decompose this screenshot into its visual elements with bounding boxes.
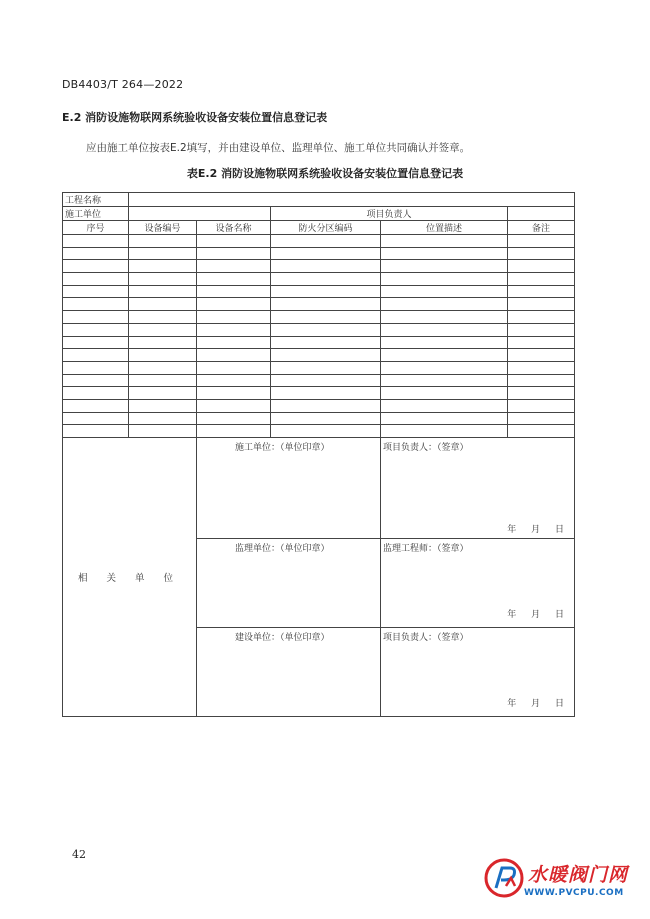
table-cell[interactable] (271, 336, 381, 349)
table-cell[interactable] (508, 425, 575, 438)
signature-unit-cell[interactable] (197, 539, 381, 628)
table-cell[interactable] (197, 247, 271, 260)
related-units-label: 相 关 单 位 (63, 438, 197, 717)
table-cell[interactable] (129, 374, 197, 387)
table-row (63, 399, 575, 412)
table-cell[interactable] (63, 311, 129, 324)
table-row (63, 336, 575, 349)
table-cell[interactable] (63, 336, 129, 349)
table-cell[interactable] (271, 361, 381, 374)
table-cell[interactable] (381, 285, 508, 298)
empty-rows (63, 235, 575, 438)
table-cell[interactable] (197, 399, 271, 412)
watermark-text: 水暖阀门网 (528, 864, 629, 886)
table-cell[interactable] (271, 387, 381, 400)
signature-unit-cell[interactable] (197, 438, 381, 539)
table-row (63, 260, 575, 273)
table-cell[interactable] (197, 298, 271, 311)
table-cell[interactable] (197, 349, 271, 362)
intro-paragraph: 应由施工单位按表E.2填写，并由建设单位、监理单位、施工单位共同确认并签章。 (86, 142, 471, 154)
table-cell[interactable] (63, 412, 129, 425)
table-cell[interactable] (129, 425, 197, 438)
table-cell[interactable] (63, 298, 129, 311)
table-row (63, 285, 575, 298)
table-cell[interactable] (508, 298, 575, 311)
table-cell[interactable] (381, 273, 508, 286)
signature-unit-text: 建设单位：（单位印章） (235, 633, 330, 643)
table-cell[interactable] (63, 247, 129, 260)
project-manager-label: 项目负责人 (271, 207, 508, 221)
project-name-value[interactable] (129, 193, 575, 207)
table-cell[interactable] (381, 336, 508, 349)
table-cell[interactable] (197, 311, 271, 324)
table-cell[interactable] (508, 349, 575, 362)
table-cell[interactable] (63, 235, 129, 248)
table-row (63, 311, 575, 324)
table-row (63, 273, 575, 286)
table-cell[interactable] (271, 260, 381, 273)
col-header-location: 位置描述 (381, 221, 508, 235)
table-row (63, 412, 575, 425)
signature-date: 年 月 日 (507, 610, 570, 620)
table-cell[interactable] (63, 425, 129, 438)
table-cell[interactable] (381, 374, 508, 387)
table-cell[interactable] (508, 323, 575, 336)
table-cell[interactable] (271, 235, 381, 248)
table-cell[interactable] (271, 323, 381, 336)
table-cell[interactable] (129, 349, 197, 362)
registration-table (62, 192, 575, 717)
signature-date: 年 月 日 (507, 525, 570, 535)
table-cell[interactable] (381, 399, 508, 412)
table-cell[interactable] (271, 273, 381, 286)
table-cell[interactable] (197, 412, 271, 425)
table-cell[interactable] (63, 273, 129, 286)
table-cell[interactable] (197, 285, 271, 298)
table-cell[interactable] (129, 361, 197, 374)
table-cell[interactable] (381, 349, 508, 362)
table-cell[interactable] (508, 336, 575, 349)
table-cell[interactable] (129, 260, 197, 273)
table-cell[interactable] (271, 425, 381, 438)
signature-person-cell[interactable] (381, 628, 575, 717)
document-code: DB4403/T 264—2022 (62, 78, 184, 91)
table-cell[interactable] (381, 247, 508, 260)
pv-logo-icon (484, 858, 524, 898)
table-cell[interactable] (129, 412, 197, 425)
project-manager-value[interactable] (508, 207, 575, 221)
table-cell[interactable] (197, 336, 271, 349)
table-cell[interactable] (508, 285, 575, 298)
site-watermark (484, 858, 634, 910)
table-row (63, 361, 575, 374)
table-cell[interactable] (63, 387, 129, 400)
col-header-fire-zone: 防火分区编码 (271, 221, 381, 235)
table-cell[interactable] (381, 298, 508, 311)
table-cell[interactable] (381, 323, 508, 336)
table-cell[interactable] (197, 387, 271, 400)
table-row (63, 425, 575, 438)
table-cell[interactable] (129, 399, 197, 412)
table-cell[interactable] (63, 285, 129, 298)
table-title: 表E.2 消防设施物联网系统验收设备安装位置信息登记表 (186, 167, 464, 180)
table-cell[interactable] (271, 298, 381, 311)
table-cell[interactable] (197, 235, 271, 248)
table-row (63, 374, 575, 387)
table-cell[interactable] (381, 387, 508, 400)
table-cell[interactable] (197, 361, 271, 374)
table-cell[interactable] (197, 374, 271, 387)
col-header-index: 序号 (63, 221, 129, 235)
signature-person-cell[interactable] (381, 438, 575, 539)
signature-unit-text: 施工单位：（单位印章） (235, 443, 330, 453)
table-cell[interactable] (129, 311, 197, 324)
table-cell[interactable] (271, 399, 381, 412)
signature-person-text: 项目负责人：（签章） (383, 443, 469, 453)
table-cell[interactable] (381, 361, 508, 374)
table-cell[interactable] (129, 285, 197, 298)
table-cell[interactable] (197, 425, 271, 438)
col-header-device-name: 设备名称 (197, 221, 271, 235)
table-cell[interactable] (508, 311, 575, 324)
table-row (63, 298, 575, 311)
table-cell[interactable] (63, 323, 129, 336)
table-cell[interactable] (381, 260, 508, 273)
table-cell[interactable] (508, 361, 575, 374)
table-cell[interactable] (129, 247, 197, 260)
table-cell[interactable] (508, 387, 575, 400)
table-row (63, 247, 575, 260)
table-row (63, 387, 575, 400)
signature-person-cell[interactable] (381, 539, 575, 628)
construction-unit-label: 施工单位 (63, 207, 129, 221)
table-cell[interactable] (197, 273, 271, 286)
signature-date: 年 月 日 (507, 699, 570, 709)
table-cell[interactable] (271, 285, 381, 298)
section-title: E.2 消防设施物联网系统验收设备安装位置信息登记表 (62, 111, 328, 124)
table-cell[interactable] (63, 374, 129, 387)
table-cell[interactable] (129, 336, 197, 349)
page-number: 42 (72, 848, 86, 861)
table-cell[interactable] (271, 349, 381, 362)
table-cell[interactable] (63, 260, 129, 273)
table-cell[interactable] (508, 273, 575, 286)
table-cell[interactable] (508, 399, 575, 412)
table-cell[interactable] (129, 387, 197, 400)
table-cell[interactable] (271, 247, 381, 260)
table-cell[interactable] (129, 235, 197, 248)
table-cell[interactable] (381, 425, 508, 438)
signature-person-text: 项目负责人：（签章） (383, 633, 469, 643)
table-cell[interactable] (381, 412, 508, 425)
table-row (63, 235, 575, 248)
table-cell[interactable] (197, 323, 271, 336)
table-cell[interactable] (381, 235, 508, 248)
table-cell[interactable] (508, 374, 575, 387)
table-cell[interactable] (508, 247, 575, 260)
table-cell[interactable] (271, 311, 381, 324)
watermark-url: WWW.PVCPU.COM (524, 888, 624, 898)
construction-unit-value[interactable] (129, 207, 271, 221)
signature-unit-text: 监理单位：（单位印章） (235, 544, 330, 554)
table-cell[interactable] (508, 412, 575, 425)
table-cell[interactable] (129, 323, 197, 336)
signature-person-text: 监理工程师：（签章） (383, 544, 469, 554)
table-cell[interactable] (381, 311, 508, 324)
table-cell[interactable] (508, 260, 575, 273)
col-header-device-id: 设备编号 (129, 221, 197, 235)
table-cell[interactable] (197, 260, 271, 273)
signature-unit-cell[interactable] (197, 628, 381, 717)
table-cell[interactable] (129, 298, 197, 311)
col-header-remarks: 备注 (508, 221, 575, 235)
column-header-row (63, 221, 575, 235)
table-cell[interactable] (271, 412, 381, 425)
table-cell[interactable] (271, 374, 381, 387)
project-name-label: 工程名称 (63, 193, 129, 207)
table-row (63, 349, 575, 362)
table-cell[interactable] (63, 349, 129, 362)
table-cell[interactable] (63, 361, 129, 374)
table-row (63, 323, 575, 336)
table-cell[interactable] (63, 399, 129, 412)
table-cell[interactable] (508, 235, 575, 248)
table-cell[interactable] (129, 273, 197, 286)
